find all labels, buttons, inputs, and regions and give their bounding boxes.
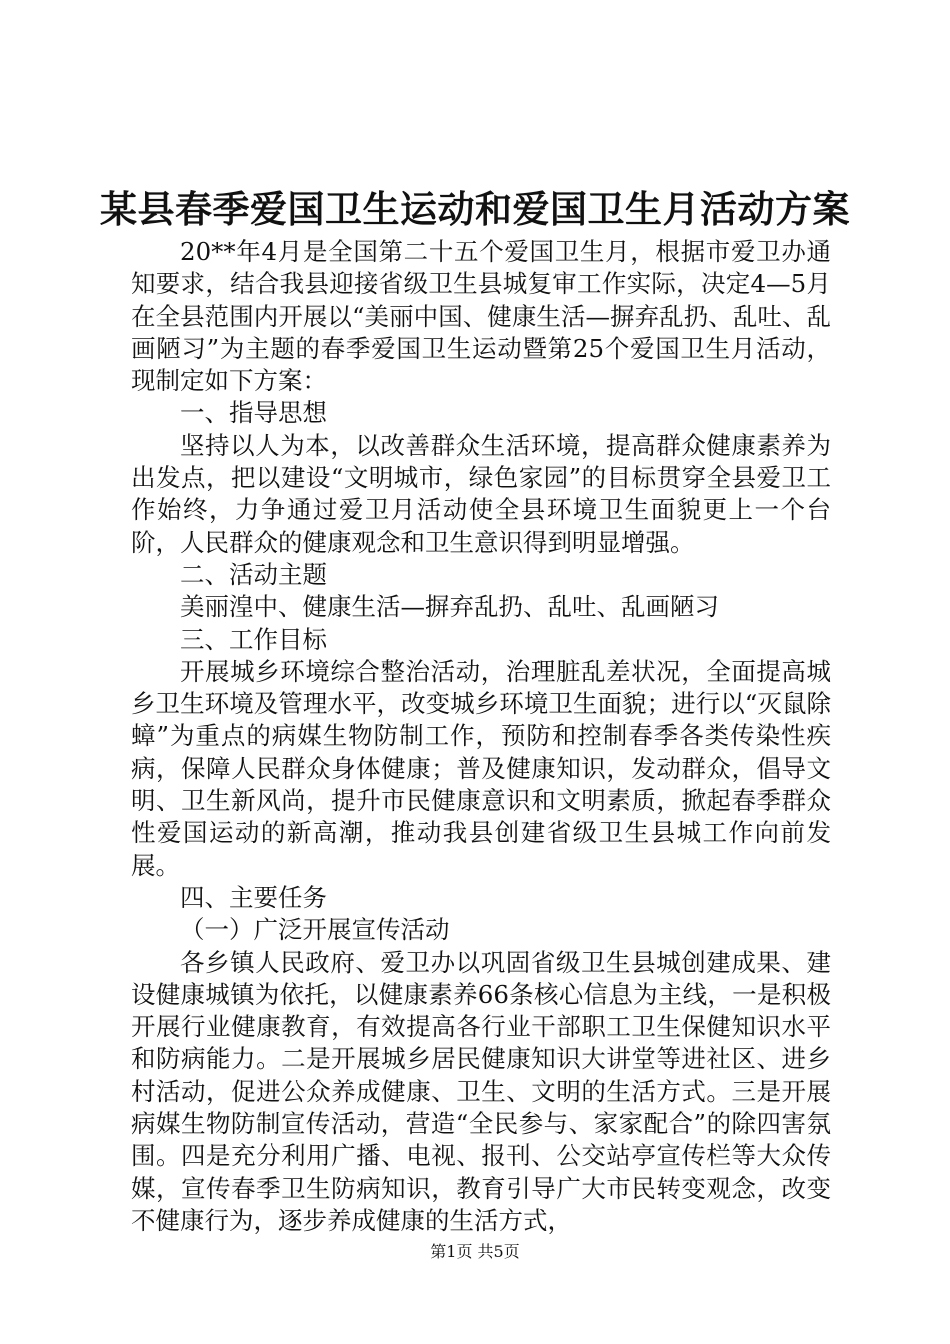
section-heading-main-tasks: 四、主要任务 — [180, 882, 327, 912]
document-title: 某县春季爱国卫生运动和爱国卫生月活动方案 — [100, 188, 850, 231]
paragraph-intro: 20**年4月是全国第二十五个爱国卫生月，根据市爱卫办通知要求，结合我县迎接省级卫生县城复审工作实际，决定4—5月在全县范围内开展以“美丽中国、健康生活—摒弃乱扔、乱吐、乱画陋习”为主题的春季爱国卫生运动暨第25个爱国卫生月活动，现制定如下方案： — [131, 237, 831, 396]
paragraph-guiding-ideology: 坚持以人为本，以改善群众生活环境，提高群众健康素养为出发点，把以建设“文明城市，绿色家园”的目标贯穿全县爱卫工作始终，力争通过爱卫月活动使全县环境卫生面貌更上一个台阶，人民群众的健康观念和卫生意识得到明显增强。 — [131, 430, 831, 557]
paragraph-work-goals: 开展城乡环境综合整治活动，治理脏乱差状况，全面提高城乡卫生环境及管理水平，改变城乡环境卫生面貌；进行以“灭鼠除蟑”为重点的病媒生物防制工作，预防和控制春季各类传染性疾病，保障人民群众身体健康；普及健康知识，发动群众，倡导文明、卫生新风尚，提升市民健康意识和文明素质，掀起春季群众性爱国运动的新高潮，推动我县创建省级卫生县城工作向前发展。 — [131, 656, 831, 880]
section-heading-work-goals: 三、工作目标 — [180, 624, 327, 654]
section-heading-activity-theme: 二、活动主题 — [180, 559, 327, 589]
document-body — [131, 236, 831, 1237]
subsection-heading-publicity: （一）广泛开展宣传活动 — [180, 915, 450, 945]
section-heading-guiding-ideology: 一、指导思想 — [180, 398, 327, 428]
paragraph-publicity: 各乡镇人民政府、爱卫办以巩固省级卫生县城创建成果、建设健康城镇为依托，以健康素养66条核心信息为主线，一是积极开展行业健康教育，有效提高各行业干部职工卫生保健知识水平和防病能力。二是开展城乡居民健康知识大讲堂等进社区、进乡村活动，促进公众养成健康、卫生、文明的生活方式。三是开展病媒生物防制宣传活动，营造“全民参与、家家配合”的除四害氛围。四是充分利用广播、电视、报刊、公交站亭宣传栏等大众传媒，宣传春季卫生防病知识，教育引导广大市民转变观念，改变不健康行为，逐步养成健康的生活方式， — [131, 947, 831, 1235]
paragraph-activity-theme: 美丽湟中、健康生活—摒弃乱扔、乱吐、乱画陋习 — [180, 592, 719, 622]
page-footer: 第1页 共5页 — [430, 1242, 520, 1261]
